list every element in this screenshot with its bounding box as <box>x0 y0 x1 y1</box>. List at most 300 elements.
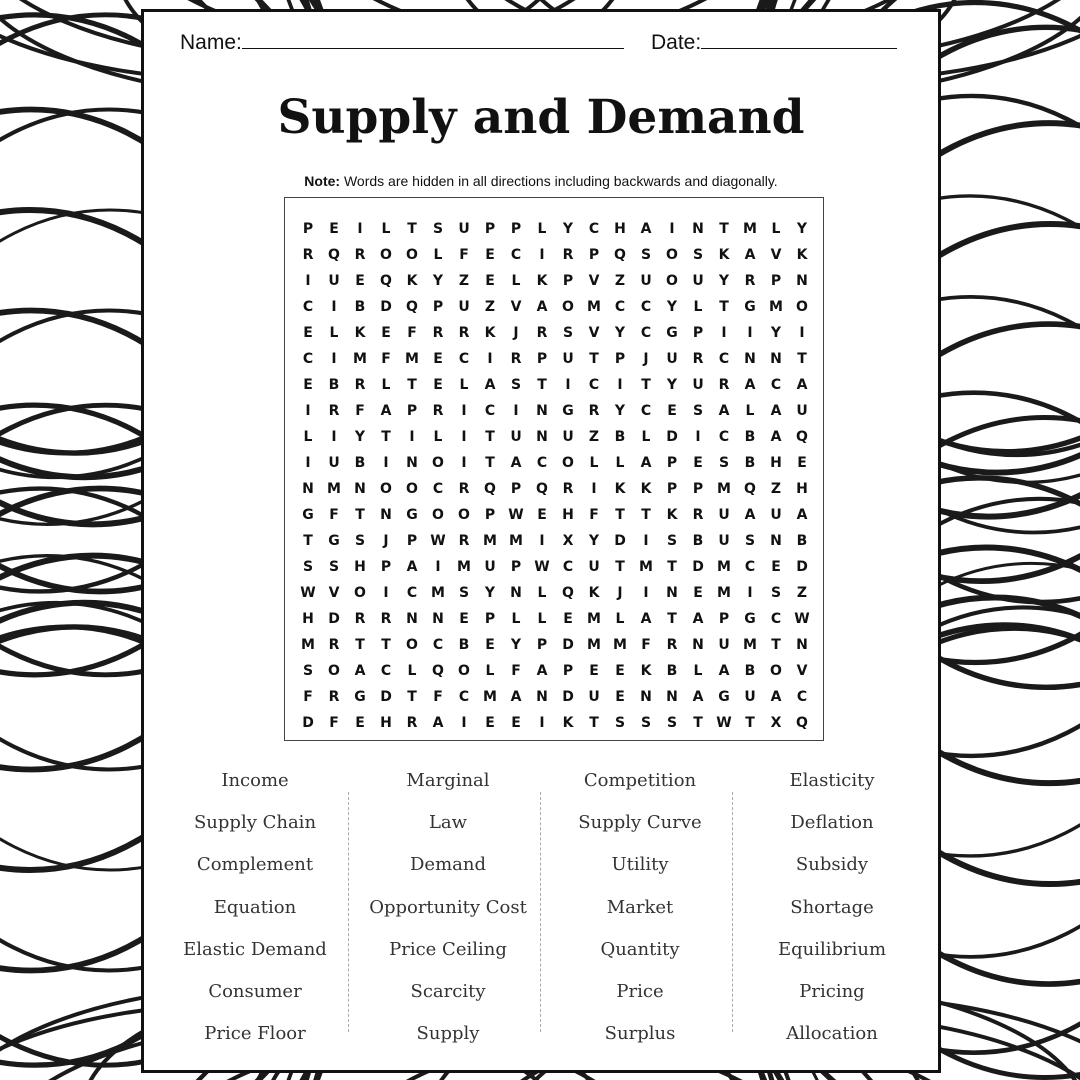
grid-letter: V <box>588 325 600 341</box>
instructions-note <box>144 173 938 189</box>
grid-letter: Q <box>406 299 418 315</box>
grid-letter: S <box>458 585 470 601</box>
grid-letter: Y <box>432 273 444 289</box>
grid-letter: A <box>380 403 392 419</box>
grid-letter: D <box>328 611 340 627</box>
grid-letter: T <box>589 351 599 367</box>
word-list-item: Marginal <box>406 770 490 791</box>
grid-letter: R <box>354 247 366 263</box>
grid-letter: A <box>640 455 652 471</box>
word-list-item: Pricing <box>799 981 865 1002</box>
grid-row <box>295 554 815 580</box>
grid-letter: X <box>770 715 782 731</box>
grid-letter: S <box>510 377 522 393</box>
grid-letter: O <box>406 637 418 653</box>
grid-letter: L <box>511 611 521 627</box>
grid-letter: O <box>432 507 444 523</box>
grid-letter: B <box>796 533 808 549</box>
grid-letter: U <box>562 429 574 445</box>
grid-letter: F <box>407 325 417 341</box>
grid-letter: R <box>432 325 444 341</box>
grid-letter: P <box>302 221 314 237</box>
grid-letter: E <box>303 377 313 393</box>
grid-letter: K <box>640 663 652 679</box>
grid-letter: U <box>484 559 496 575</box>
date-line[interactable] <box>701 30 897 49</box>
grid-letter: U <box>328 455 340 471</box>
word-list-item: Price Floor <box>204 1023 306 1045</box>
grid-letter: P <box>562 663 574 679</box>
grid-letter: N <box>432 611 444 627</box>
grid-letter: I <box>721 325 727 341</box>
grid-letter: K <box>796 247 808 263</box>
grid-letter: I <box>539 715 545 731</box>
grid-letter: C <box>718 351 730 367</box>
grid-letter: T <box>667 559 677 575</box>
name-field[interactable] <box>180 30 624 55</box>
grid-letter: Y <box>614 325 626 341</box>
grid-letter: F <box>511 663 521 679</box>
word-list-item: Market <box>606 896 674 918</box>
grid-letter: I <box>331 429 337 445</box>
grid-letter: M <box>431 585 445 601</box>
word-list-item: Supply Chain <box>193 812 317 834</box>
grid-letter: R <box>562 481 574 497</box>
grid-letter: G <box>302 507 314 523</box>
grid-letter: Q <box>744 481 756 497</box>
grid-letter: C <box>458 351 470 367</box>
grid-letter: V <box>796 663 808 679</box>
grid-letter: I <box>331 351 337 367</box>
grid-letter: O <box>328 663 340 679</box>
grid-letter: W <box>430 533 446 549</box>
grid-letter: N <box>302 481 314 497</box>
grid-letter: J <box>383 533 389 549</box>
grid-letter: Q <box>562 585 574 601</box>
grid-letter: J <box>643 351 649 367</box>
grid-letter: O <box>458 663 470 679</box>
grid-letter: H <box>614 221 626 237</box>
grid-letter: G <box>718 689 730 705</box>
grid-letter: G <box>328 533 340 549</box>
grid-letter: M <box>743 637 757 653</box>
grid-letter: A <box>770 689 782 705</box>
grid-letter: T <box>381 637 391 653</box>
grid-letter: B <box>744 429 756 445</box>
grid-letter: R <box>562 247 574 263</box>
grid-letter: K <box>536 273 548 289</box>
grid-letter: K <box>588 585 600 601</box>
grid-letter: Q <box>484 481 496 497</box>
grid-letter: F <box>329 715 339 731</box>
grid-letter: P <box>380 559 392 575</box>
grid-letter: A <box>744 247 756 263</box>
grid-letter: H <box>302 611 314 627</box>
grid-letter: E <box>459 611 469 627</box>
grid-letter: S <box>302 663 314 679</box>
grid-letter: S <box>666 533 678 549</box>
grid-row <box>295 398 815 424</box>
grid-letter: D <box>562 637 574 653</box>
grid-letter: P <box>536 637 548 653</box>
grid-letter: A <box>770 403 782 419</box>
grid-letter: O <box>666 247 678 263</box>
word-list-item: Equilibrium <box>777 938 887 960</box>
grid-letter: R <box>692 351 704 367</box>
grid-letter: I <box>565 377 571 393</box>
grid-letter: U <box>666 351 678 367</box>
grid-letter: K <box>562 715 574 731</box>
grid-letter: O <box>380 247 392 263</box>
grid-letter: U <box>718 533 730 549</box>
grid-letter: R <box>380 611 392 627</box>
grid-letter: T <box>641 377 651 393</box>
grid-row <box>295 450 815 476</box>
grid-letter: E <box>303 325 313 341</box>
grid-row <box>295 658 815 684</box>
grid-letter: E <box>589 663 599 679</box>
grid-letter: T <box>303 533 313 549</box>
word-list-item: Supply <box>416 1023 480 1045</box>
grid-letter: Q <box>380 273 392 289</box>
grid-letter: E <box>563 611 573 627</box>
page-title: Supply and Demand <box>277 90 805 145</box>
grid-letter: E <box>433 351 443 367</box>
grid-letter: O <box>770 663 782 679</box>
grid-letter: E <box>511 715 521 731</box>
grid-letter: N <box>536 403 548 419</box>
grid-letter: P <box>588 247 600 263</box>
grid-letter: R <box>666 637 678 653</box>
word-list-item: Utility <box>611 854 669 876</box>
grid-letter: A <box>770 429 782 445</box>
grid-letter: T <box>537 377 547 393</box>
grid-letter: E <box>355 715 365 731</box>
column-divider <box>732 792 733 1032</box>
grid-letter: P <box>562 273 574 289</box>
grid-letter: L <box>693 663 703 679</box>
grid-letter: T <box>615 559 625 575</box>
word-list-item: Competition <box>583 770 697 791</box>
grid-letter: I <box>513 403 519 419</box>
grid-letter: E <box>329 221 339 237</box>
grid-letter: M <box>587 299 601 315</box>
grid-letter: I <box>747 585 753 601</box>
grid-letter: L <box>693 299 703 315</box>
grid-letter: I <box>305 455 311 471</box>
grid-letter: Y <box>588 533 600 549</box>
date-field[interactable] <box>651 30 897 55</box>
grid-letter: B <box>328 377 340 393</box>
grid-letter: C <box>302 299 314 315</box>
grid-letter: T <box>719 299 729 315</box>
grid-letter: C <box>588 377 600 393</box>
grid-letter: M <box>327 481 341 497</box>
grid-letter: C <box>744 559 756 575</box>
grid-letter: N <box>770 533 782 549</box>
grid-letter: H <box>562 507 574 523</box>
grid-letter: T <box>771 637 781 653</box>
grid-letter: R <box>302 247 314 263</box>
grid-letter: K <box>666 507 678 523</box>
grid-letter: M <box>639 559 653 575</box>
grid-letter: I <box>591 481 597 497</box>
grid-letter: B <box>666 663 678 679</box>
grid-letter: N <box>692 637 704 653</box>
grid-letter: P <box>692 325 704 341</box>
grid-letter: M <box>613 637 627 653</box>
grid-letter: E <box>693 455 703 471</box>
grid-letter: T <box>615 507 625 523</box>
grid-letter: R <box>406 715 418 731</box>
grid-letter: I <box>331 299 337 315</box>
grid-letter: Y <box>770 325 782 341</box>
grid-letter: I <box>461 429 467 445</box>
grid-letter: L <box>537 611 547 627</box>
grid-letter: U <box>588 559 600 575</box>
grid-letter: A <box>744 507 756 523</box>
grid-letter: F <box>459 247 469 263</box>
grid-letter: A <box>406 559 418 575</box>
grid-letter: T <box>693 715 703 731</box>
grid-letter: P <box>484 507 496 523</box>
grid-letter: A <box>432 715 444 731</box>
grid-row <box>295 372 815 398</box>
grid-letter: U <box>718 507 730 523</box>
grid-letter: D <box>562 689 574 705</box>
grid-letter: H <box>796 481 808 497</box>
grid-letter: L <box>459 377 469 393</box>
grid-letter: N <box>380 507 392 523</box>
grid-letter: N <box>744 351 756 367</box>
grid-letter: V <box>328 585 340 601</box>
grid-letter: A <box>484 377 496 393</box>
grid-letter: F <box>641 637 651 653</box>
grid-letter: E <box>615 689 625 705</box>
grid-letter: Y <box>484 585 496 601</box>
grid-letter: Y <box>562 221 574 237</box>
grid-letter: S <box>744 533 756 549</box>
grid-letter: W <box>716 715 732 731</box>
grid-letter: S <box>562 325 574 341</box>
grid-row <box>295 528 815 554</box>
grid-letter: A <box>510 455 522 471</box>
grid-letter: U <box>796 403 808 419</box>
grid-letter: B <box>614 429 626 445</box>
grid-letter: U <box>770 507 782 523</box>
grid-letter: C <box>588 221 600 237</box>
grid-letter: P <box>484 221 496 237</box>
grid-letter: Q <box>328 247 340 263</box>
grid-letter: C <box>640 403 652 419</box>
grid-letter: I <box>435 559 441 575</box>
grid-letter: A <box>510 689 522 705</box>
grid-letter: T <box>485 455 495 471</box>
grid-letter: I <box>357 221 363 237</box>
grid-letter: M <box>717 481 731 497</box>
grid-row <box>295 346 815 372</box>
grid-letter: L <box>589 455 599 471</box>
grid-letter: U <box>692 273 704 289</box>
grid-letter: I <box>487 351 493 367</box>
grid-letter: R <box>354 377 366 393</box>
grid-letter: S <box>692 247 704 263</box>
grid-letter: Q <box>614 247 626 263</box>
grid-letter: I <box>305 273 311 289</box>
grid-letter: Y <box>666 299 678 315</box>
grid-letter: N <box>666 689 678 705</box>
grid-row <box>295 320 815 346</box>
grid-letter: K <box>718 247 730 263</box>
grid-letter: D <box>302 715 314 731</box>
grid-letter: J <box>617 585 623 601</box>
grid-letter: G <box>744 299 756 315</box>
grid-letter: C <box>718 429 730 445</box>
grid-letter: Y <box>614 403 626 419</box>
grid-letter: R <box>458 481 470 497</box>
grid-letter: G <box>354 689 366 705</box>
grid-letter: Y <box>354 429 366 445</box>
grid-letter: Y <box>510 637 522 653</box>
grid-letter: T <box>407 689 417 705</box>
grid-letter: R <box>718 377 730 393</box>
grid-letter: Z <box>614 273 626 289</box>
grid-row <box>295 580 815 606</box>
grid-letter: N <box>796 273 808 289</box>
grid-letter: E <box>433 377 443 393</box>
worksheet-page <box>141 9 941 1073</box>
grid-row <box>295 502 815 528</box>
grid-letter: E <box>355 273 365 289</box>
grid-letter: C <box>614 299 626 315</box>
note-text: Words are hidden in all directions including backwards and diagonally. <box>340 173 778 189</box>
word-list-item: Elastic Demand <box>183 938 327 960</box>
grid-letter: B <box>744 455 756 471</box>
grid-letter: E <box>771 559 781 575</box>
grid-letter: F <box>433 689 443 705</box>
word-list-item: Income <box>221 770 289 791</box>
grid-letter: P <box>510 221 522 237</box>
grid-letter: C <box>432 637 444 653</box>
grid-letter: Z <box>458 273 470 289</box>
grid-letter: N <box>406 455 418 471</box>
grid-letter: S <box>770 585 782 601</box>
grid-letter: L <box>381 377 391 393</box>
grid-letter: A <box>796 507 808 523</box>
grid-letter: F <box>355 403 365 419</box>
grid-letter: S <box>640 715 652 731</box>
word-list-item: Demand <box>410 854 486 876</box>
grid-letter: O <box>562 299 574 315</box>
grid-letter: A <box>796 377 808 393</box>
grid-letter: C <box>458 689 470 705</box>
grid-letter: A <box>640 611 652 627</box>
grid-letter: T <box>719 221 729 237</box>
grid-letter: M <box>743 221 757 237</box>
grid-letter: H <box>354 559 366 575</box>
grid-letter: L <box>381 221 391 237</box>
grid-letter: W <box>794 611 810 627</box>
grid-letter: S <box>328 559 340 575</box>
name-line[interactable] <box>242 30 624 49</box>
grid-letter: L <box>537 221 547 237</box>
grid-letter: N <box>536 429 548 445</box>
grid-letter: Q <box>432 663 444 679</box>
grid-letter: C <box>770 611 782 627</box>
grid-letter: O <box>354 585 366 601</box>
grid-letter: M <box>405 351 419 367</box>
grid-letter: R <box>510 351 522 367</box>
grid-letter: I <box>461 455 467 471</box>
grid-letter: L <box>485 663 495 679</box>
grid-letter: I <box>409 429 415 445</box>
grid-letter: N <box>692 221 704 237</box>
grid-letter: C <box>562 559 574 575</box>
grid-letter: S <box>302 559 314 575</box>
grid-letter: A <box>744 377 756 393</box>
grid-letter: C <box>770 377 782 393</box>
grid-letter: E <box>485 715 495 731</box>
grid-letter: D <box>666 429 678 445</box>
grid-letter: S <box>614 715 626 731</box>
grid-letter: K <box>484 325 496 341</box>
grid-row <box>295 268 815 294</box>
grid-letter: N <box>666 585 678 601</box>
grid-letter: N <box>536 689 548 705</box>
grid-letter: P <box>770 273 782 289</box>
grid-letter: U <box>458 299 470 315</box>
grid-letter: E <box>693 585 703 601</box>
grid-letter: E <box>381 325 391 341</box>
word-list-item: Quantity <box>600 938 680 960</box>
grid-letter: Z <box>770 481 782 497</box>
grid-letter: Q <box>796 715 808 731</box>
grid-letter: A <box>536 663 548 679</box>
grid-letter: T <box>641 507 651 523</box>
grid-letter: N <box>796 637 808 653</box>
grid-letter: O <box>380 481 392 497</box>
grid-letter: N <box>406 611 418 627</box>
word-list-item: Complement <box>196 854 314 876</box>
grid-letter: S <box>718 455 730 471</box>
grid-letter: Z <box>484 299 496 315</box>
grid-row <box>295 476 815 502</box>
grid-letter: M <box>587 637 601 653</box>
word-list-item: Shortage <box>790 896 874 918</box>
grid-letter: L <box>641 429 651 445</box>
grid-letter: I <box>461 403 467 419</box>
grid-letter: Y <box>666 377 678 393</box>
grid-letter: H <box>770 455 782 471</box>
grid-letter: M <box>483 533 497 549</box>
word-list-item: Law <box>428 812 468 834</box>
grid-letter: T <box>381 429 391 445</box>
grid-letter: D <box>380 299 392 315</box>
grid-letter: S <box>354 533 366 549</box>
grid-letter: U <box>328 273 340 289</box>
grid-letter: P <box>510 481 522 497</box>
grid-letter: R <box>458 325 470 341</box>
grid-letter: C <box>432 481 444 497</box>
grid-letter: L <box>537 585 547 601</box>
grid-letter: L <box>433 247 443 263</box>
grid-letter: U <box>744 689 756 705</box>
grid-letter: P <box>666 455 678 471</box>
grid-letter: C <box>484 403 496 419</box>
grid-letter: R <box>432 403 444 419</box>
grid-letter: R <box>692 507 704 523</box>
grid-letter: S <box>666 715 678 731</box>
